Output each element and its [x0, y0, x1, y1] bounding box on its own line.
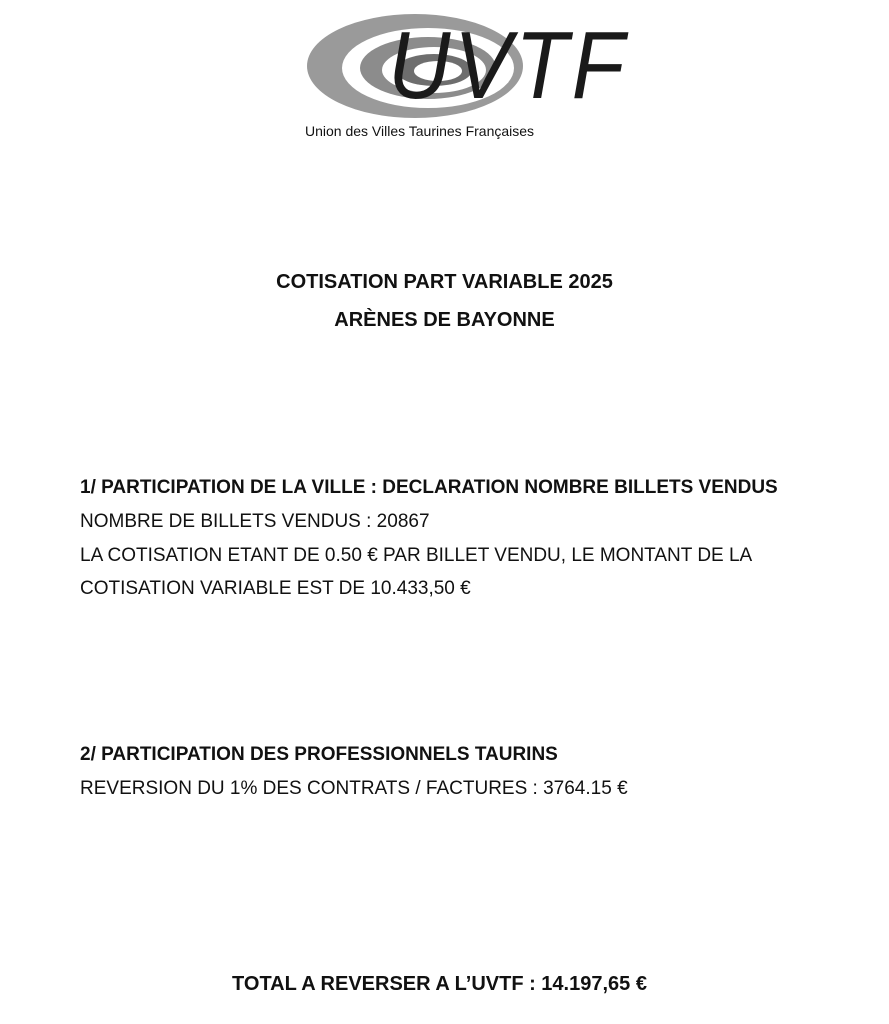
- section2-heading: 2/ PARTICIPATION DES PROFESSIONNELS TAURINS: [80, 744, 558, 765]
- section1-amount-line: COTISATION VARIABLE EST DE 10.433,50 €: [80, 578, 471, 599]
- logo-letters: UVTF: [388, 12, 628, 119]
- document-subtitle: ARÈNES DE BAYONNE: [334, 309, 555, 331]
- document-title: COTISATION PART VARIABLE 2025: [276, 271, 613, 293]
- section2-reversion-line: REVERSION DU 1% DES CONTRATS / FACTURES : 3764.15 €: [80, 778, 628, 799]
- total-amount: TOTAL A REVERSER A L’UVTF : 14.197,65 €: [232, 973, 647, 995]
- section1-tickets-sold: NOMBRE DE BILLETS VENDUS : 20867: [80, 511, 430, 532]
- section1-rate-line: LA COTISATION ETANT DE 0.50 € PAR BILLET VENDU, LE MONTANT DE LA: [80, 545, 753, 566]
- uvtf-logo: [300, 8, 628, 148]
- logo-tagline: Union des Villes Taurines Françaises: [305, 123, 535, 139]
- section1-heading: 1/ PARTICIPATION DE LA VILLE : DECLARATION NOMBRE BILLETS VENDUS: [80, 477, 778, 498]
